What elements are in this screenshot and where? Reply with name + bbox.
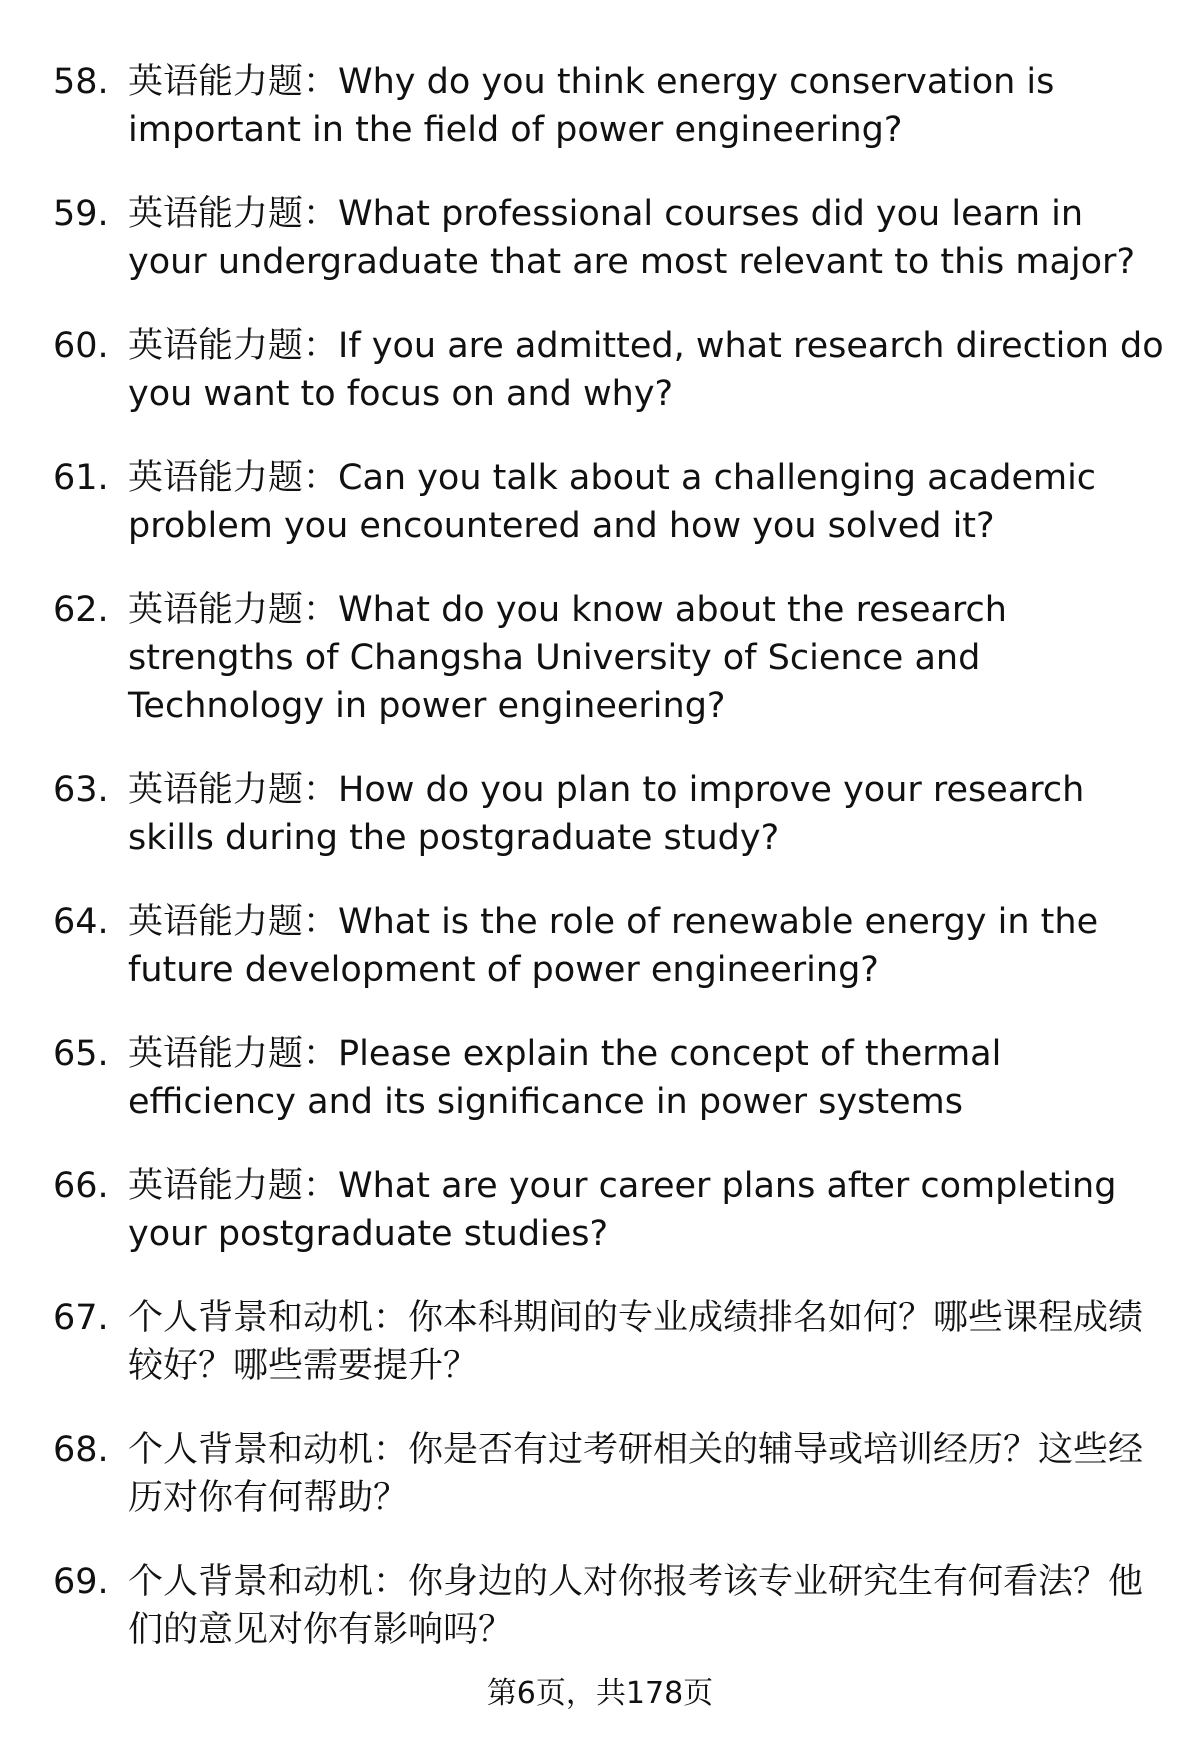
question-item: [0, 58, 1200, 154]
question-text: 英语能力题：Can you talk about a challenging academic problem you encountered and how you solved it?: [128, 458, 1097, 546]
question-number: 64.: [53, 902, 109, 942]
question-item: [0, 898, 1200, 994]
question-number: 67.: [53, 1298, 109, 1338]
question-item: [0, 190, 1200, 286]
question-item: [0, 1294, 1200, 1390]
question-number: 60.: [53, 326, 109, 366]
question-text: 个人背景和动机：你本科期间的专业成绩排名如何？哪些课程成绩较好？哪些需要提升？: [128, 1298, 1144, 1386]
question-item: [0, 1162, 1200, 1258]
question-number: 58.: [53, 62, 109, 102]
question-item: [0, 1558, 1200, 1654]
question-text: 英语能力题：How do you plan to improve your research skills during the postgraduate study?: [128, 770, 1085, 858]
question-number: 69.: [53, 1562, 109, 1602]
question-text: 英语能力题：What is the role of renewable energy in the future development of power engineering?: [128, 902, 1099, 990]
question-text: 英语能力题：If you are admitted, what research direction do you want to focus on and why?: [128, 326, 1164, 414]
question-number: 62.: [53, 590, 109, 630]
question-list: [0, 58, 1200, 1690]
question-text: 个人背景和动机：你身边的人对你报考该专业研究生有何看法？他们的意见对你有影响吗？: [128, 1562, 1144, 1650]
question-text: 个人背景和动机：你是否有过考研相关的辅导或培训经历？这些经历对你有何帮助？: [128, 1430, 1144, 1518]
question-text: 英语能力题：What are your career plans after completing your postgraduate studies?: [128, 1166, 1117, 1254]
question-item: [0, 1030, 1200, 1126]
question-number: 68.: [53, 1430, 109, 1470]
question-number: 61.: [53, 458, 109, 498]
question-number: 63.: [53, 770, 109, 810]
question-number: 66.: [53, 1166, 109, 1206]
question-item: [0, 586, 1200, 730]
question-text: 英语能力题：What do you know about the research strengths of Changsha University of Science and Technology in power engineering?: [128, 590, 1007, 726]
question-text: 英语能力题：Please explain the concept of thermal efficiency and its significance in power systems: [128, 1034, 1002, 1122]
question-item: [0, 454, 1200, 550]
question-item: [0, 766, 1200, 862]
page-footer: 第6页，共178页: [486, 1676, 714, 1711]
question-number: 59.: [53, 194, 109, 234]
question-text: 英语能力题：What professional courses did you learn in your undergraduate that are most relevant to this major?: [128, 194, 1136, 282]
question-number: 65.: [53, 1034, 109, 1074]
question-item: [0, 322, 1200, 418]
question-item: [0, 1426, 1200, 1522]
question-text: 英语能力题：Why do you think energy conservation is important in the field of power engineering?: [128, 62, 1055, 150]
